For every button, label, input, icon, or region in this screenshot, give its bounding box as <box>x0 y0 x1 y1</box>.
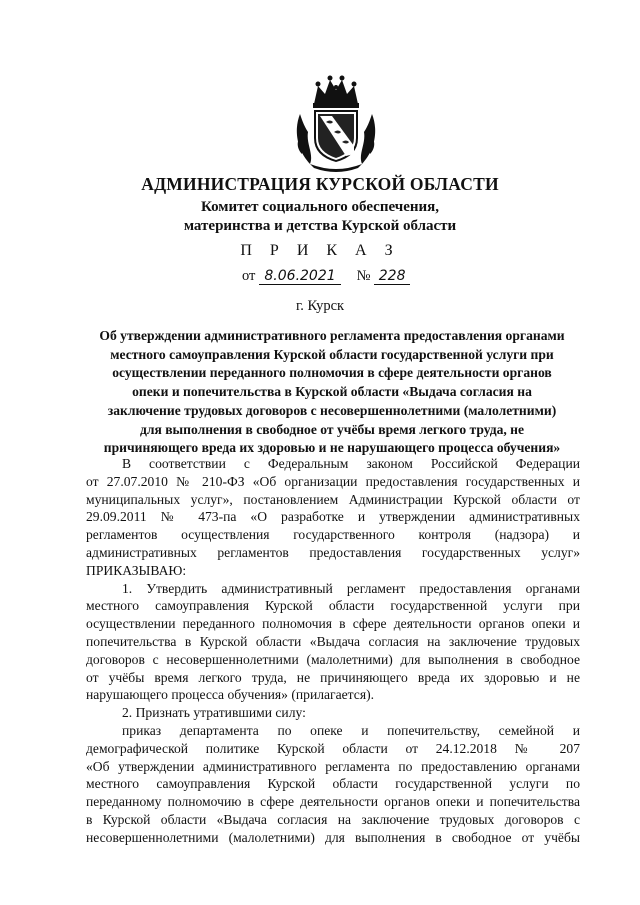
body-line: 2. Признать утратившими силу: <box>122 705 306 721</box>
body-line: административных регламентов предоставления государственных услуг» <box>86 544 580 560</box>
document-type: П Р И К А З <box>240 242 400 259</box>
body-line: В соответствии с Федеральным законом Российской Федерации <box>122 456 580 471</box>
date-prefix: от <box>242 268 256 284</box>
body-line: демографической политике Курской области от 24.12.2018 № 207 <box>86 740 580 756</box>
body-line: регламентов осуществления государственного контроля (надзора) и <box>86 527 580 543</box>
city: г. Курск <box>295 298 345 314</box>
body-line: от 27.07.2010 № 210-ФЗ «Об организации предоставления государственных и <box>86 473 580 489</box>
body-line: местного самоуправления Курской области государственной услуги по <box>86 776 580 792</box>
coat-of-arms-emblem <box>292 74 380 172</box>
body-line: 29.09.2011 № 473-па «О разработке и утверждении административных <box>86 509 580 525</box>
body-line: приказ департамента по опеке и попечительству, семейной и <box>122 722 580 738</box>
body-line: несовершеннолетними (малолетними) для выполнения в свободное от учёбы <box>86 829 580 845</box>
number-prefix: № <box>356 268 371 284</box>
committee-name-line-1: Комитет социального обеспечения, <box>200 199 440 215</box>
organization-name: АДМИНИСТРАЦИЯ КУРСКОЙ ОБЛАСТИ <box>141 174 499 194</box>
body-line: нарушающего процесса обучения» (прилагается). <box>86 687 375 703</box>
body-line: попечительства в Курской области «Выдача согласия на заключение трудовых <box>86 633 580 649</box>
handwritten-date: 8.06.2021 <box>259 269 341 285</box>
body-line: «Об утверждении административного регламента по предоставлению органами <box>86 758 580 774</box>
title-line: Об утверждении административного регламента предоставления органами <box>99 328 565 343</box>
title-line: заключение трудовых договоров с несовершеннолетними (малолетними) <box>107 402 557 418</box>
body-line: переданному полномочию в сфере деятельности органов опеки и попечительства <box>86 794 580 810</box>
body-line: 1. Утвердить административный регламент предоставления органами <box>122 580 580 596</box>
body-line: местного самоуправления Курской области государственной услуги при <box>86 598 580 614</box>
body-line: договоров с несовершеннолетними (малолетними) для выполнения в свободное <box>86 651 580 667</box>
handwritten-number: 228 <box>374 269 410 285</box>
title-line: опеки и попечительства в Курской области «Выдача согласия на <box>132 384 532 400</box>
date-number-line <box>242 268 410 285</box>
body-line: осуществлении переданного полномочия в сфере деятельности органов опеки и <box>86 616 580 632</box>
body-line: в Курской области «Выдача согласия на заключение трудовых договоров с <box>86 811 580 827</box>
title-line: осуществлении переданного полномочия в сфере деятельности органов <box>112 365 552 381</box>
committee-name-line-2: материнства и детства Курской области <box>183 218 457 234</box>
title-line: местного самоуправления Курской области государственной услуги при <box>110 346 554 362</box>
body-line: ПРИКАЗЫВАЮ: <box>86 562 187 578</box>
body-line: муниципальных услуг», постановлением Администрации Курской области от <box>86 491 580 507</box>
title-line: причиняющего вреда их здоровью и не нарушающего процесса обучения» <box>103 440 561 456</box>
order-title <box>86 327 578 458</box>
order-body <box>86 455 580 847</box>
body-line: от учёбы время легкого труда, не причиняющего вреда их здоровью и не <box>86 669 580 685</box>
title-line: для выполнения в свободное от учёбы время легкого труда, не <box>139 421 525 437</box>
